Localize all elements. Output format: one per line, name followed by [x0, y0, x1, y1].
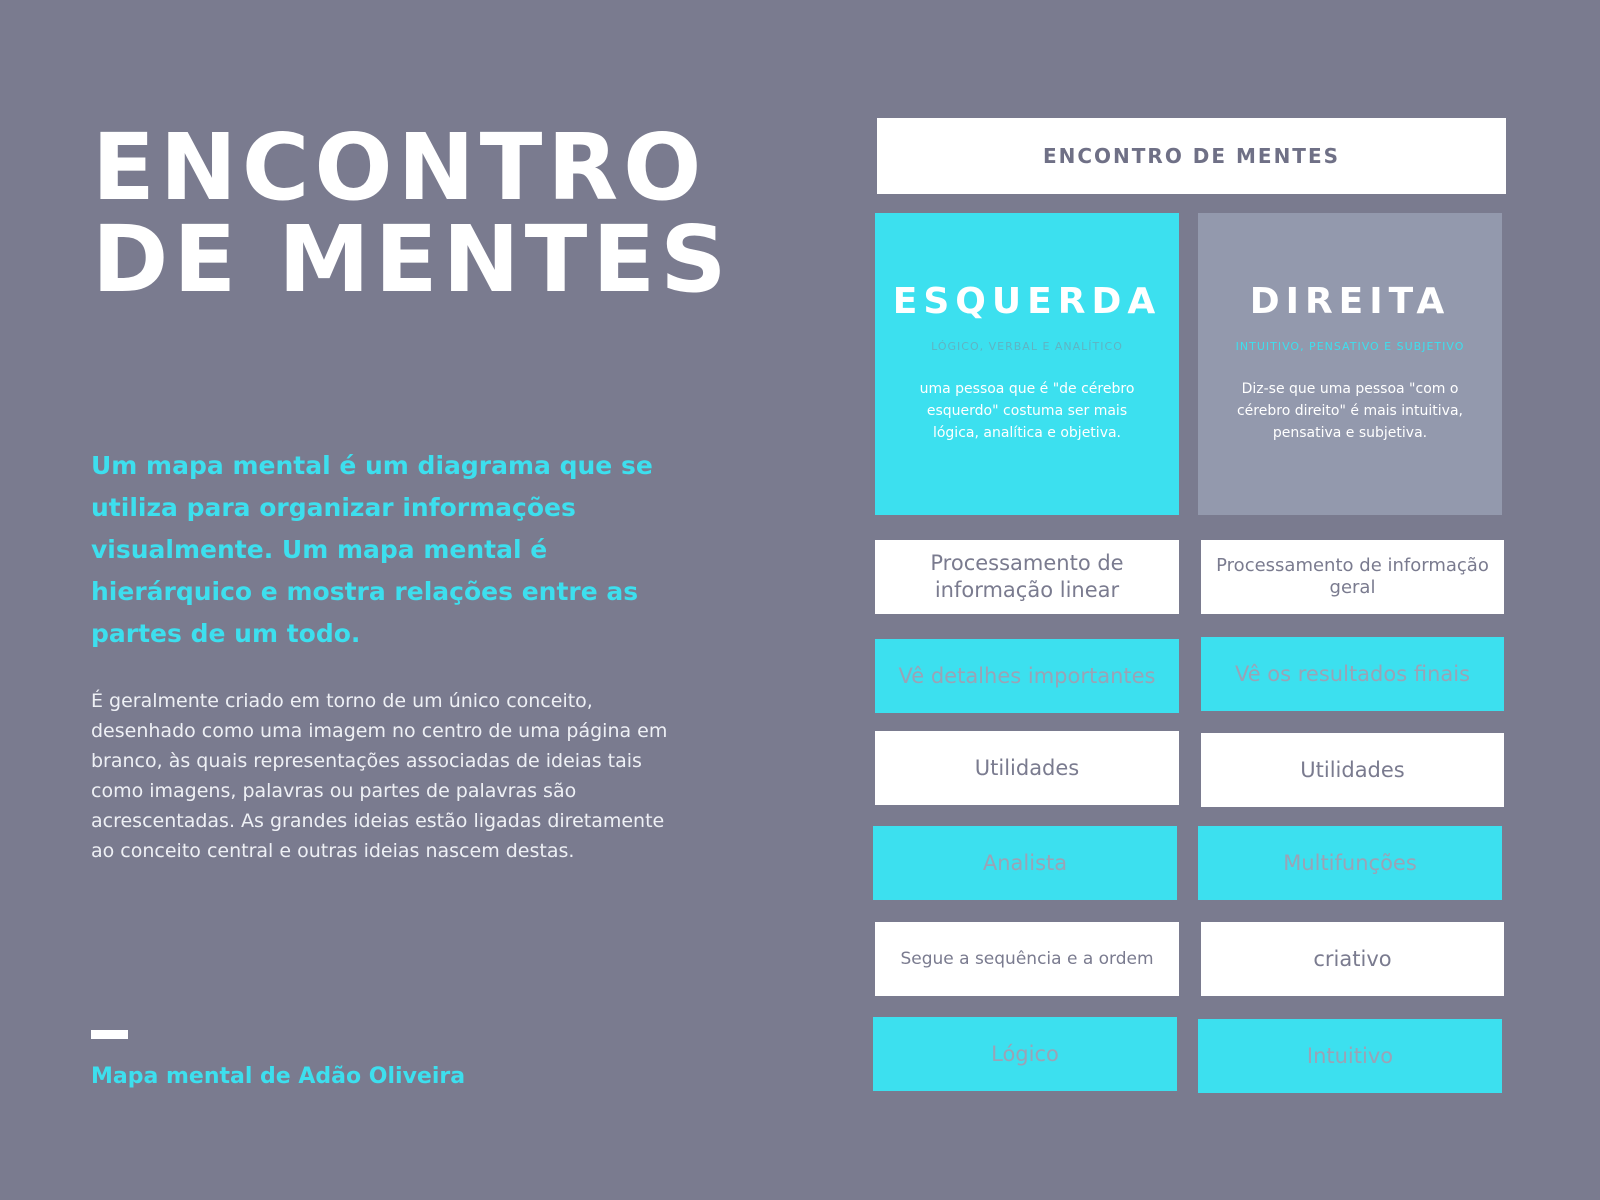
right-card-subtitle: INTUITIVO, PENSATIVO E SUBJETIVO	[1235, 340, 1465, 353]
right-item-5: criativo	[1201, 922, 1504, 996]
right-item-6: Intuitivo	[1198, 1019, 1502, 1093]
left-item-4: Analista	[873, 826, 1177, 900]
right-card-text: Diz-se que uma pessoa "com o cérebro direito" é mais intuitiva, pensativa e subjetiva.	[1236, 381, 1464, 441]
right-item-4: Multifunções	[1198, 826, 1502, 900]
right-item-3: Utilidades	[1201, 733, 1504, 807]
diagram-header: ENCONTRO DE MENTES	[877, 118, 1506, 194]
left-item-6: Lógico	[873, 1017, 1177, 1091]
left-brain-card	[875, 213, 1179, 515]
left-item-3: Utilidades	[875, 731, 1179, 805]
title-line-2: DE MENTES	[92, 206, 732, 313]
left-item-5: Segue a sequência e a ordem	[875, 922, 1179, 996]
left-card-subtitle: LÓGICO, VERBAL E ANALÍTICO	[931, 340, 1123, 353]
right-card-title: DIREITA	[1249, 281, 1451, 322]
divider-dash	[91, 1030, 128, 1039]
left-item-2: Vê detalhes importantes	[875, 639, 1179, 713]
credit-text: Mapa mental de Adão Oliveira	[91, 1064, 466, 1089]
right-item-2: Vê os resultados finais	[1201, 637, 1504, 711]
title-line-1: ENCONTRO	[92, 114, 707, 221]
right-brain-card	[1198, 213, 1502, 515]
page-title	[92, 114, 792, 313]
body-paragraph: É geralmente criado em torno de um único conceito, desenhado como uma imagem no centro de uma página em branco, às quais representações associadas de ideias tais como imagens, palavras ou partes de palavras são acrescentadas. As grandes ideias estão ligadas diretamente ao conceito central e outras ideias nascem destas.	[91, 690, 668, 862]
lead-paragraph: Um mapa mental é um diagrama que se utiliza para organizar informações visualmente. Um mapa mental é hierárquico e mostra relações entre as partes de um todo.	[91, 451, 653, 648]
left-card-title: ESQUERDA	[892, 281, 1162, 322]
right-item-1: Processamento de informação geral	[1201, 540, 1504, 614]
left-card-text: uma pessoa que é "de cérebro esquerdo" costuma ser mais lógica, analítica e objetiva.	[919, 381, 1135, 441]
left-item-1: Processamento de informação linear	[875, 540, 1179, 614]
